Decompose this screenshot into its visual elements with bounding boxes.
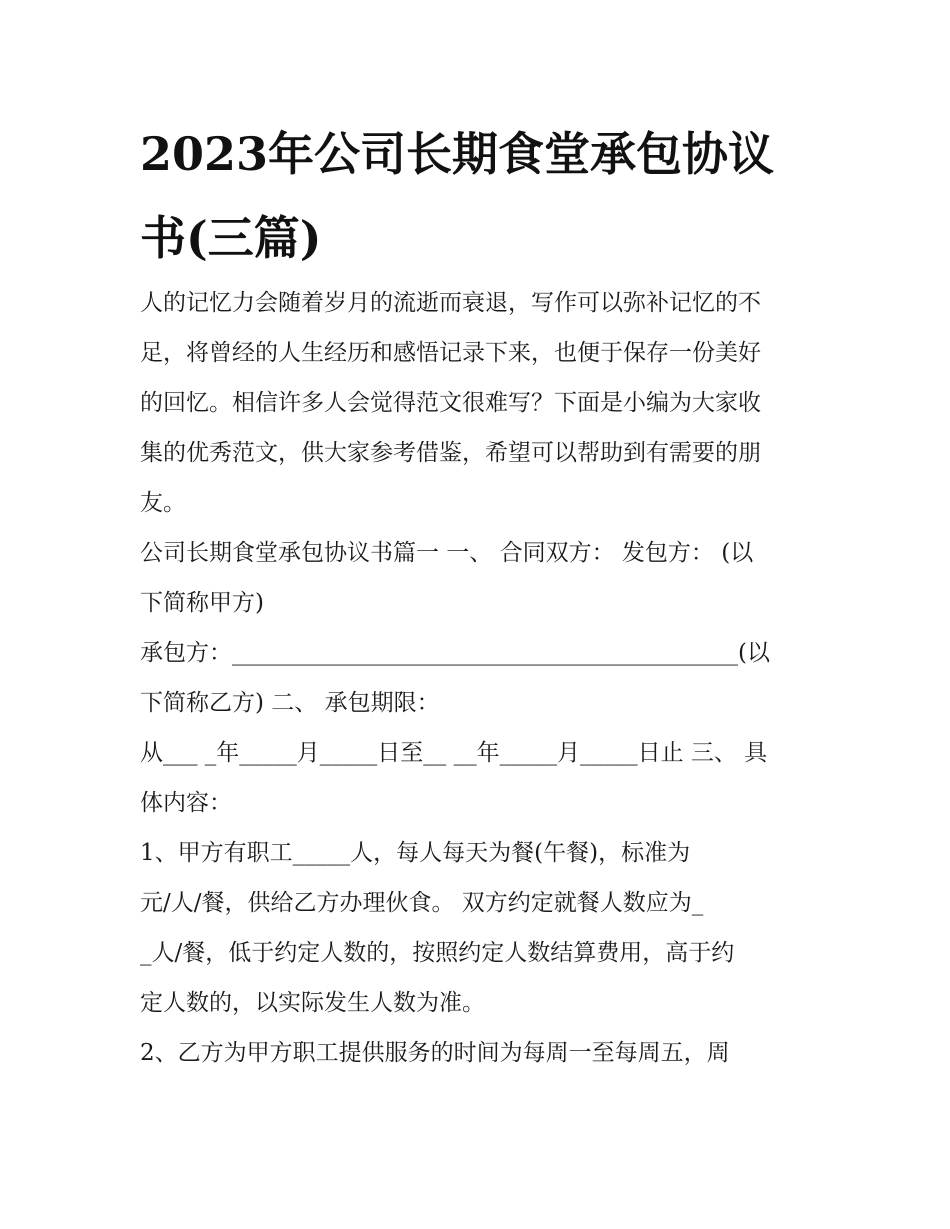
paragraph-line: 集的优秀范文，供大家参考借鉴，希望可以帮助到有需要的朋 bbox=[140, 440, 761, 466]
paragraph-line: _人/餐，低于约定人数的，按照约定人数结算费用，高于约 bbox=[140, 940, 735, 966]
paragraph-line: 元/人/餐，供给乙方办理伙食。 双方约定就餐人数应为_ bbox=[140, 890, 704, 916]
paragraph-line: 足，将曾经的人生经历和感悟记录下来，也便于保存一份美好 bbox=[140, 340, 761, 366]
paragraph-line: 下简称甲方) bbox=[140, 590, 264, 616]
paragraph-line: 1、甲方有职工_____人，每人每天为餐(午餐)，标准为 bbox=[140, 840, 691, 866]
paragraph-line: 定人数的，以实际发生人数为准。 bbox=[140, 990, 485, 1016]
paragraph-line: 体内容： bbox=[140, 790, 232, 816]
title-line-1: 2023年公司长期食堂承包协议 bbox=[140, 127, 775, 181]
paragraph-contract-parties bbox=[140, 528, 812, 628]
paragraph-line: 人的记忆力会随着岁月的流逝而衰退，写作可以弥补记忆的不 bbox=[140, 290, 761, 316]
paragraph-line: 承包方：____________________________________________(以 bbox=[140, 640, 770, 666]
paragraph-line: 的回忆。相信许多人会觉得范文很难写？下面是小编为大家收 bbox=[140, 390, 761, 416]
paragraph-clause-1 bbox=[140, 828, 812, 1028]
document-title bbox=[140, 112, 820, 280]
paragraph-line: 从___ _年_____月_____日至__ __年_____月_____日止 三、 具 bbox=[140, 740, 768, 766]
document-body bbox=[140, 278, 812, 1078]
paragraph-contractor bbox=[140, 628, 812, 728]
paragraph-line: 友。 bbox=[140, 490, 186, 516]
title-line-2: 书(三篇) bbox=[140, 211, 322, 265]
paragraph-line: 下简称乙方) 二、 承包期限： bbox=[140, 690, 440, 716]
paragraph-intro bbox=[140, 278, 812, 528]
paragraph-line: 2、乙方为甲方职工提供服务的时间为每周一至每周五，周 bbox=[140, 1040, 730, 1066]
paragraph-line: 公司长期食堂承包协议书篇一 一、 合同双方： 发包方： (以 bbox=[140, 540, 754, 566]
paragraph-term bbox=[140, 728, 812, 828]
paragraph-clause-2 bbox=[140, 1028, 812, 1078]
